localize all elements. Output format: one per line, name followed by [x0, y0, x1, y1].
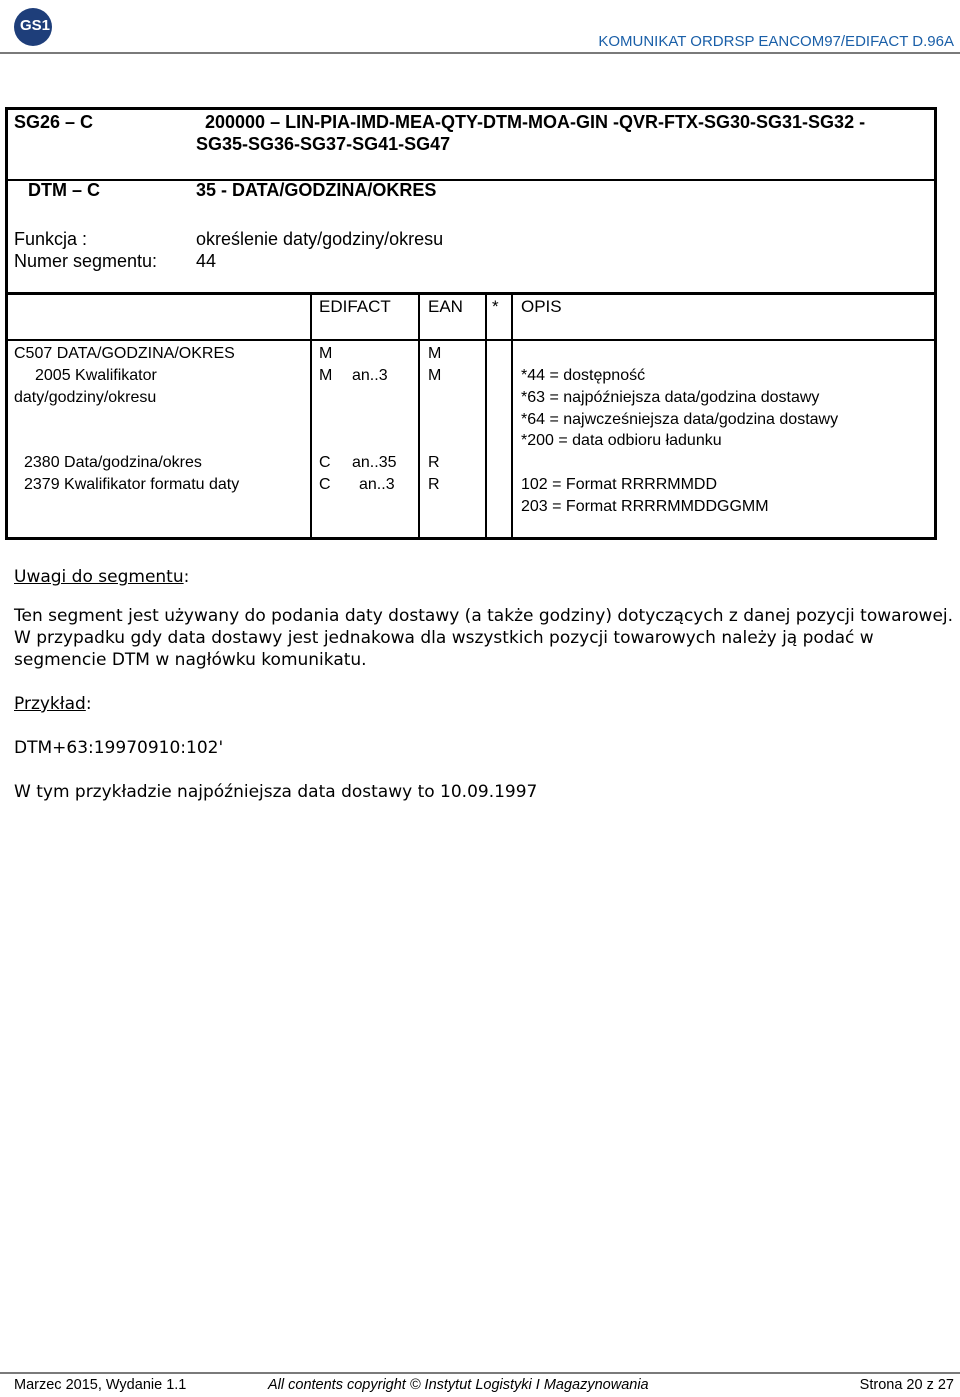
- notes-line3: segmencie DTM w nagłówku komunikatu.: [14, 650, 367, 670]
- table-col-divider-4: [511, 295, 513, 537]
- sg-label: SG26 – C: [14, 112, 94, 132]
- element-2379-status: C: [319, 476, 331, 493]
- function-label: Funkcja :: [14, 229, 88, 249]
- element-2380-format: an..35: [352, 454, 397, 471]
- element-2005-ean-status: M: [428, 367, 442, 384]
- segment-number-value: 44: [196, 251, 217, 271]
- element-2005-format: an..3: [352, 367, 388, 384]
- element-2380-name: 2380 Data/godzina/okres: [24, 454, 202, 471]
- table-col-divider-3: [485, 295, 487, 537]
- element-2379-name: 2379 Kwalifikator formatu daty: [24, 476, 240, 493]
- col-header-opis: OPIS: [521, 297, 562, 316]
- gs1-logo-text: GS1: [20, 17, 51, 34]
- col-header-star: *: [492, 297, 499, 316]
- example-heading: [14, 693, 92, 715]
- composite-edifact-status: M: [319, 345, 333, 362]
- element-2005-status: M: [319, 367, 333, 384]
- notes-heading: [14, 566, 189, 588]
- element-2379-ean-status: R: [428, 476, 440, 493]
- code-2005-64: *64 = najwcześniejsza data/godzina dostawy: [521, 411, 839, 428]
- table-col-divider-2: [418, 295, 420, 537]
- footer-page-number: Strona 20 z 27: [859, 1377, 954, 1393]
- code-2005-44: *44 = dostępność: [521, 367, 646, 384]
- element-2379-format: an..3: [359, 476, 395, 493]
- element-2005-name-line1: 2005 Kwalifikator: [35, 367, 157, 384]
- footer-rule: [0, 1372, 960, 1374]
- notes-line1: Ten segment jest używany do podania daty dostawy (a także godziny) dotyczących z danej pozycji towarowej.: [14, 606, 954, 626]
- composite-ean-status: M: [428, 345, 442, 362]
- segment-number-label: Numer segmentu:: [14, 251, 158, 271]
- document-title: KOMUNIKAT ORDRSP EANCOM97/EDIFACT D.96A: [598, 33, 954, 50]
- notes-heading-colon: :: [183, 567, 190, 587]
- element-2005-name-line2: daty/godziny/okresu: [14, 389, 157, 406]
- code-2005-63: *63 = najpóźniejsza data/godzina dostawy: [521, 389, 820, 406]
- composite-name: C507 DATA/GODZINA/OKRES: [14, 345, 235, 362]
- example-code: DTM+63:19970910:102': [14, 738, 224, 758]
- code-2379-203: 203 = Format RRRRMMDDGGMM: [521, 498, 769, 515]
- element-2380-status: C: [319, 454, 331, 471]
- element-2380-ean-status: R: [428, 454, 440, 471]
- dtm-description: 35 - DATA/GODZINA/OKRES: [196, 180, 437, 200]
- footer-copyright: All contents copyright © Instytut Logistyki I Magazynowania: [268, 1377, 649, 1393]
- example-description: W tym przykładzie najpóźniejsza data dostawy to 10.09.1997: [14, 782, 538, 802]
- code-2005-200: *200 = data odbioru ładunku: [521, 432, 722, 449]
- col-header-ean: EAN: [428, 297, 463, 316]
- footer-date: Marzec 2015, Wydanie 1.1: [14, 1377, 187, 1393]
- code-2379-102: 102 = Format RRRRMMDD: [521, 476, 718, 493]
- header-rule: [0, 52, 960, 54]
- example-heading-colon: :: [85, 694, 92, 714]
- table-header-divider: [8, 339, 934, 341]
- table-col-divider-1: [310, 295, 312, 537]
- sg-description-line1: 200000 – LIN-PIA-IMD-MEA-QTY-DTM-MOA-GIN -QVR-FTX-SG30-SG31-SG32 -: [205, 112, 866, 132]
- notes-line2: W przypadku gdy data dostawy jest jednakowa dla wszystkich pozycji towarowych należy ją podać w: [14, 628, 874, 648]
- function-value: określenie daty/godziny/okresu: [196, 229, 444, 249]
- notes-heading-text: Uwagi do segmentu: [14, 567, 184, 587]
- col-header-edifact: EDIFACT: [319, 297, 391, 316]
- sg-description-line2: SG35-SG36-SG37-SG41-SG47: [196, 134, 451, 154]
- example-heading-text: Przykład: [14, 694, 86, 714]
- segment-info-divider: [8, 179, 934, 181]
- dtm-label: DTM – C: [28, 180, 100, 200]
